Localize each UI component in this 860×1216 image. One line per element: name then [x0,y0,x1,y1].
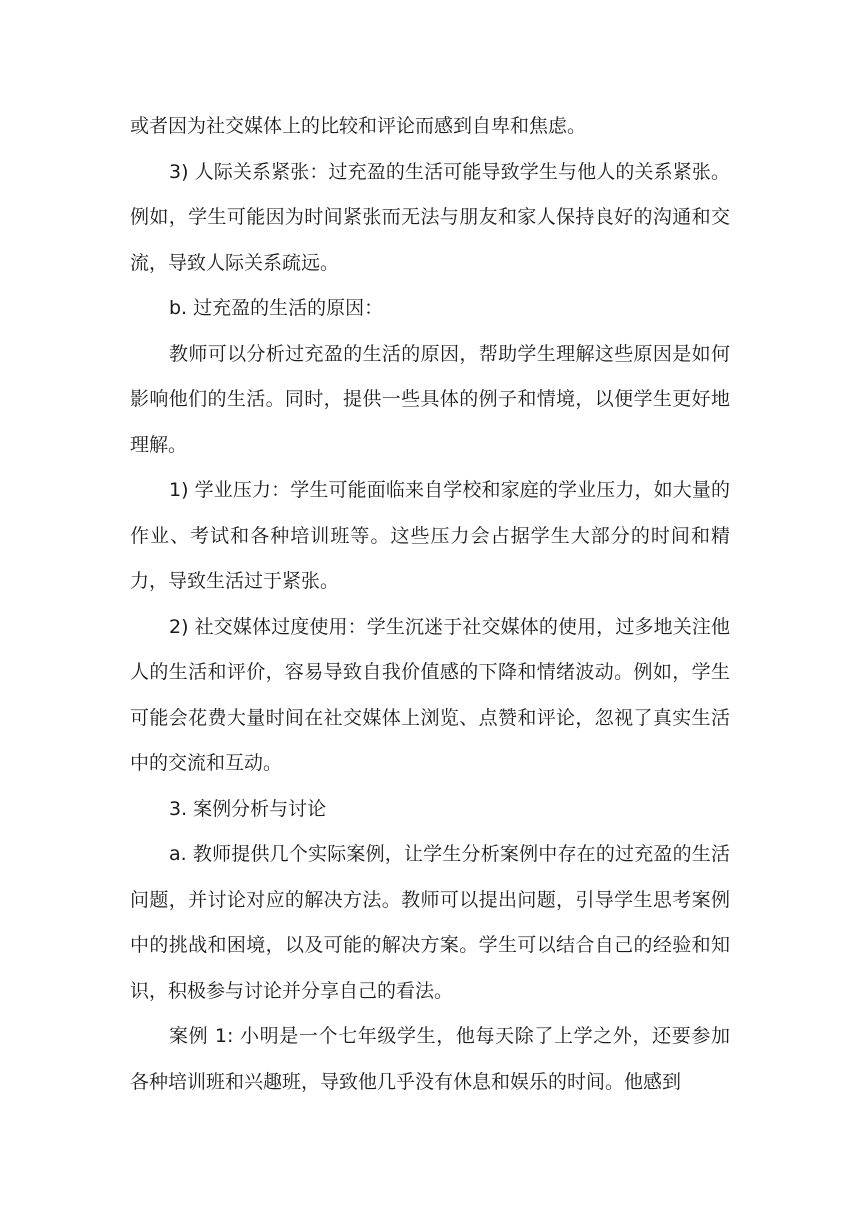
paragraph-teacher-analysis: 教师可以分析过充盈的生活的原因，帮助学生理解这些原因是如何影响他们的生活。同时，提供一些具体的例子和情境，以便学生更好地理解。 [130,342,730,456]
paragraph-interpersonal-tension: 3) 人际关系紧张：过充盈的生活可能导致学生与他人的关系紧张。例如，学生可能因为时间紧张而无法与朋友和家人保持良好的沟通和交流，导致人际关系疏远。 [130,160,730,274]
paragraph-heading-causes: b. 过充盈的生活的原因： [169,297,384,319]
document-page [130,104,730,1105]
paragraph-academic-pressure: 1) 学业压力：学生可能面临来自学校和家庭的学业压力，如大量的作业、考试和各种培训班等。这些压力会占据学生大部分的时间和精力，导致生活过于紧张。 [130,479,730,592]
paragraph-social-media-overuse: 2) 社交媒体过度使用：学生沉迷于社交媒体的使用，过多地关注他人的生活和评价，容易导致自我价值感的下降和情绪波动。例如，学生可能会花费大量时间在社交媒体上浏览、点赞和评论，忽视了真实生活中的交流和互动。 [130,615,730,774]
paragraph-case-1: 案例 1: 小明是一个七年级学生，他每天除了上学之外，还要参加各种培训班和兴趣班，导致他几乎没有休息和娱乐的时间。他感到 [130,1025,730,1093]
section-heading-case-analysis: 3. 案例分析与讨论 [169,797,327,820]
paragraph-teacher-cases: a. 教师提供几个实际案例，让学生分析案例中存在的过充盈的生活问题，并讨论对应的解决方法。教师可以提出问题，引导学生思考案例中的挑战和困境，以及可能的解决方案。学生可以结合自己的经验和知识，积极参与讨论并分享自己的看法。 [130,843,730,1002]
paragraph-continuation: 或者因为社交媒体上的比较和评论而感到自卑和焦虑。 [130,115,587,137]
